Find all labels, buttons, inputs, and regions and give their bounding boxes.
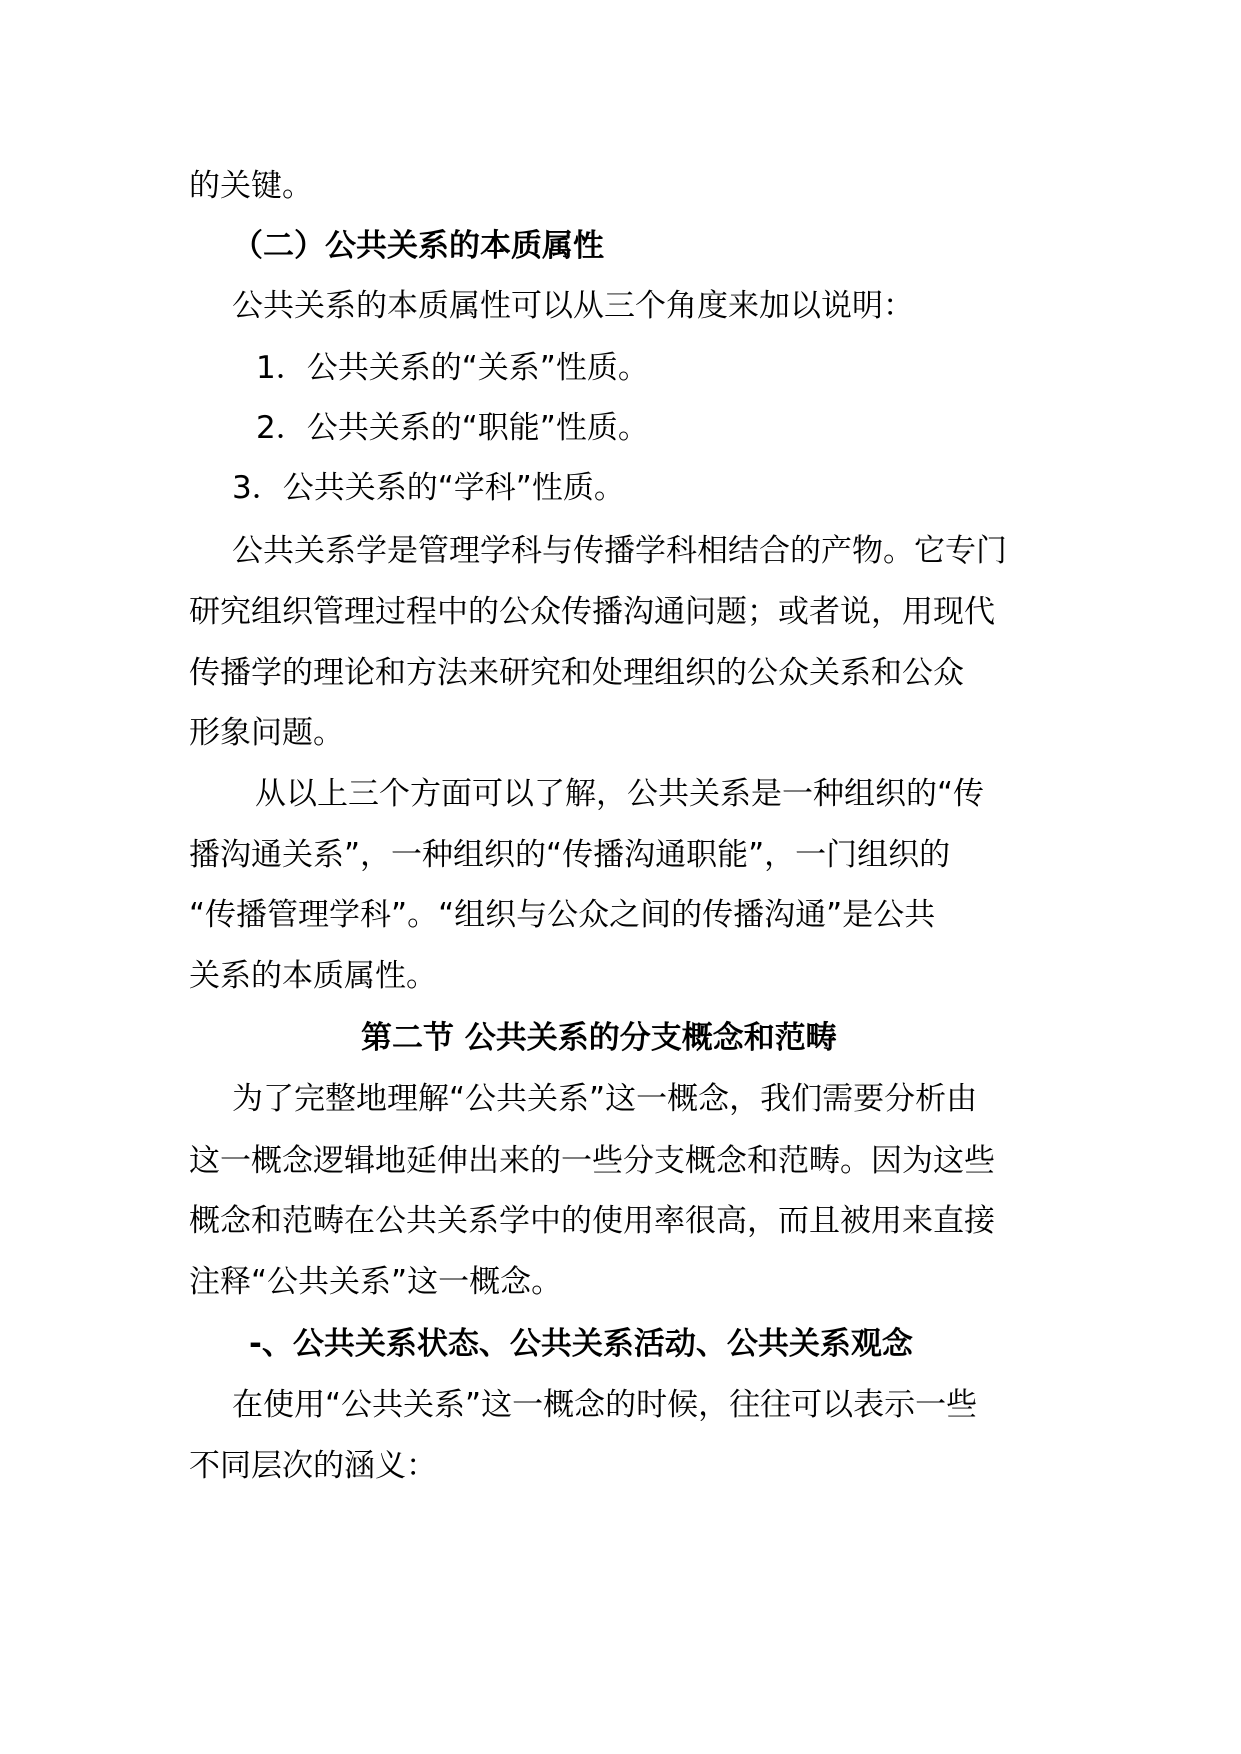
list-item: 2．公共关系的“职能”性质。 bbox=[256, 410, 649, 446]
section-heading: （二）公共关系的本质属性 bbox=[232, 228, 604, 264]
paragraph-line: 公共关系的本质属性可以从三个角度来加以说明： bbox=[232, 288, 914, 324]
paragraph-line: 从以上三个方面可以了解，公共关系是一种组织的“传 bbox=[255, 776, 985, 812]
paragraph-line: 形象问题。 bbox=[189, 715, 344, 751]
paragraph-line: 的关键。 bbox=[189, 168, 313, 204]
paragraph-line: 研究组织管理过程中的公众传播沟通问题；或者说，用现代 bbox=[189, 594, 995, 630]
paragraph-line: 公共关系学是管理学科与传播学科相结合的产物。它专门 bbox=[232, 533, 1007, 569]
paragraph-line: 概念和范畴在公共关系学中的使用率很高，而且被用来直接 bbox=[189, 1203, 995, 1239]
chapter-section-title: 第二节 公共关系的分支概念和范畴 bbox=[361, 1020, 837, 1056]
paragraph-line: 播沟通关系”，一种组织的“传播沟通职能”，一门组织的 bbox=[189, 837, 951, 873]
paragraph-line: 关系的本质属性。 bbox=[189, 958, 437, 994]
paragraph-line: “传播管理学科”。“组织与公众之间的传播沟通”是公共 bbox=[189, 897, 936, 933]
paragraph-line: 注释“公共关系”这一概念。 bbox=[189, 1264, 563, 1300]
paragraph-line: 传播学的理论和方法来研究和处理组织的公众关系和公众 bbox=[189, 655, 964, 691]
paragraph-line: 为了完整地理解“公共关系”这一概念，我们需要分析由 bbox=[232, 1081, 978, 1117]
subsection-heading: -、公共关系状态、公共关系活动、公共关系观念 bbox=[249, 1326, 913, 1362]
list-item: 3．公共关系的“学科”性质。 bbox=[232, 470, 625, 506]
paragraph-line: 不同层次的涵义： bbox=[189, 1448, 437, 1484]
list-item: 1．公共关系的“关系”性质。 bbox=[256, 350, 649, 386]
paragraph-line: 在使用“公共关系”这一概念的时候，往往可以表示一些 bbox=[232, 1387, 978, 1423]
paragraph-line: 这一概念逻辑地延伸出来的一些分支概念和范畴。因为这些 bbox=[189, 1143, 995, 1179]
